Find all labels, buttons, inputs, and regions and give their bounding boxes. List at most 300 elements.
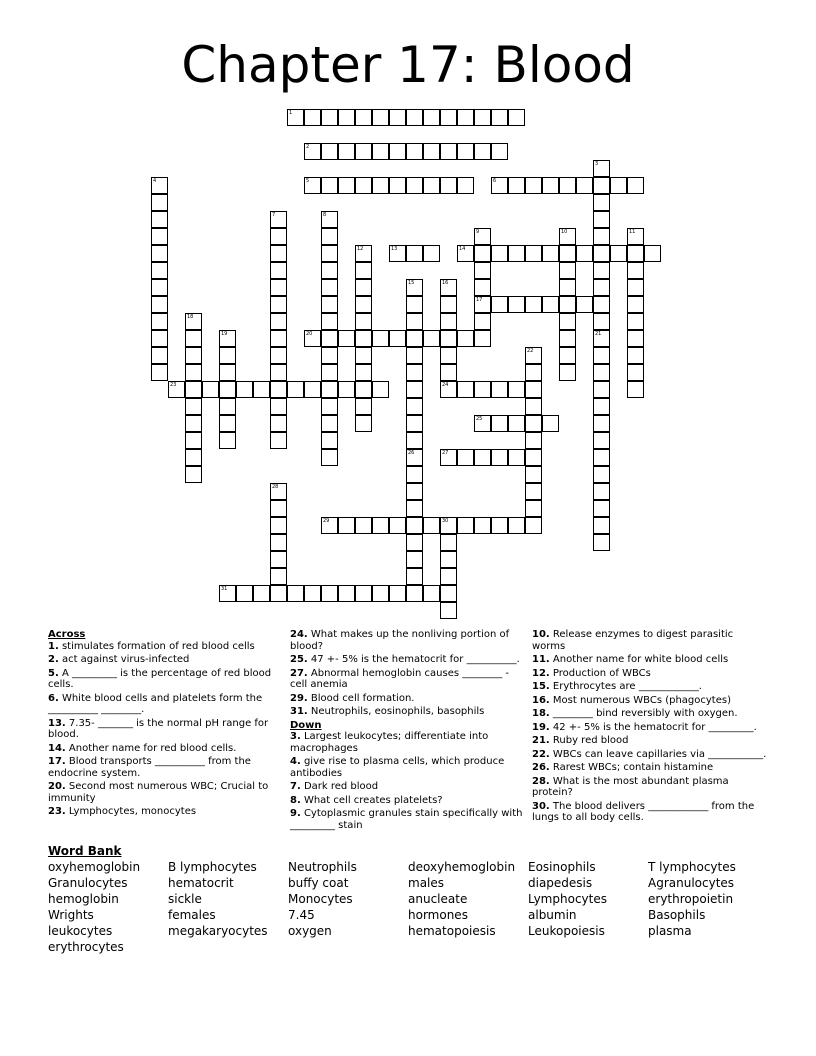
grid-cell[interactable] (423, 245, 440, 262)
grid-cell[interactable] (559, 228, 576, 245)
grid-cell[interactable] (542, 296, 559, 313)
word-bank-item: diapedesis (528, 876, 593, 890)
grid-cell[interactable] (321, 449, 338, 466)
grid-cell[interactable] (287, 381, 304, 398)
grid-cell[interactable] (321, 330, 338, 347)
grid-cell[interactable] (593, 381, 610, 398)
grid-cell[interactable] (151, 313, 168, 330)
grid-cell[interactable] (355, 330, 372, 347)
grid-cell[interactable] (491, 381, 508, 398)
grid-cell[interactable] (610, 245, 627, 262)
grid-cell[interactable] (508, 517, 525, 534)
grid-cell[interactable] (423, 330, 440, 347)
grid-cell[interactable] (559, 279, 576, 296)
grid-cell[interactable] (270, 245, 287, 262)
grid-cell[interactable] (491, 415, 508, 432)
grid-cell[interactable] (185, 432, 202, 449)
grid-cell[interactable] (219, 585, 236, 602)
grid-cell[interactable] (593, 228, 610, 245)
grid-cell[interactable] (270, 330, 287, 347)
grid-cell[interactable] (593, 279, 610, 296)
grid-cell[interactable] (270, 585, 287, 602)
clue-number: 11 (629, 229, 636, 235)
grid-cell[interactable] (168, 381, 185, 398)
grid-cell[interactable] (236, 381, 253, 398)
grid-cell[interactable] (406, 568, 423, 585)
grid-cell[interactable] (406, 364, 423, 381)
grid-cell[interactable] (440, 602, 457, 619)
grid-cell[interactable] (304, 109, 321, 126)
grid-cell[interactable] (474, 109, 491, 126)
grid-cell[interactable] (440, 551, 457, 568)
grid-cell[interactable] (151, 364, 168, 381)
grid-cell[interactable] (355, 313, 372, 330)
grid-cell[interactable] (270, 262, 287, 279)
grid-cell[interactable] (593, 262, 610, 279)
grid-cell[interactable] (593, 415, 610, 432)
grid-cell[interactable] (508, 177, 525, 194)
grid-cell[interactable] (440, 381, 457, 398)
grid-cell[interactable] (270, 568, 287, 585)
grid-cell[interactable] (355, 177, 372, 194)
grid-cell[interactable] (389, 177, 406, 194)
grid-cell[interactable] (525, 415, 542, 432)
grid-cell[interactable] (474, 262, 491, 279)
grid-cell[interactable] (440, 585, 457, 602)
grid-cell[interactable] (219, 347, 236, 364)
grid-cell[interactable] (270, 398, 287, 415)
grid-cell[interactable] (389, 245, 406, 262)
grid-cell[interactable] (423, 585, 440, 602)
word-bank-grid (48, 859, 778, 955)
page-title: Chapter 17: Blood (181, 36, 635, 94)
grid-cell[interactable] (321, 279, 338, 296)
grid-cell[interactable] (270, 347, 287, 364)
grid-cell[interactable] (304, 585, 321, 602)
grid-cell[interactable] (593, 398, 610, 415)
grid-cell[interactable] (406, 347, 423, 364)
grid-cell[interactable] (559, 347, 576, 364)
grid-cell[interactable] (457, 177, 474, 194)
grid-cell[interactable] (593, 211, 610, 228)
grid-cell[interactable] (372, 517, 389, 534)
word-bank-item: Agranulocytes (648, 876, 735, 890)
grid-cell[interactable] (151, 279, 168, 296)
grid-cell[interactable] (474, 381, 491, 398)
grid-cell[interactable] (525, 466, 542, 483)
grid-cell[interactable] (525, 432, 542, 449)
grid-cell[interactable] (270, 364, 287, 381)
grid-cell[interactable] (185, 330, 202, 347)
grid-cell[interactable] (406, 500, 423, 517)
clue-item-text: give rise to plasma cells, which produce antibodies (290, 756, 505, 779)
grid-cell[interactable] (593, 483, 610, 500)
grid-cell[interactable] (440, 279, 457, 296)
clue-item (48, 743, 284, 755)
grid-cell[interactable] (593, 296, 610, 313)
grid-cell[interactable] (270, 534, 287, 551)
grid-cell[interactable] (559, 262, 576, 279)
grid-cell[interactable] (287, 585, 304, 602)
grid-cell[interactable] (406, 551, 423, 568)
grid-cell[interactable] (457, 517, 474, 534)
grid-cell[interactable] (559, 177, 576, 194)
grid-cell[interactable] (610, 177, 627, 194)
clue-item-text: What makes up the nonliving portion of blood? (290, 629, 510, 652)
grid-cell[interactable] (474, 228, 491, 245)
grid-cell[interactable] (525, 483, 542, 500)
grid-cell[interactable] (627, 381, 644, 398)
grid-cell[interactable] (321, 313, 338, 330)
grid-cell[interactable] (270, 551, 287, 568)
grid-cell[interactable] (372, 143, 389, 160)
grid-cell[interactable] (355, 347, 372, 364)
grid-cell[interactable] (270, 517, 287, 534)
grid-cell[interactable] (304, 143, 321, 160)
word-bank-item: Wrights (48, 908, 94, 922)
grid-cell[interactable] (525, 449, 542, 466)
grid-cell[interactable] (355, 143, 372, 160)
grid-cell[interactable] (423, 109, 440, 126)
grid-cell[interactable] (355, 381, 372, 398)
grid-cell[interactable] (525, 347, 542, 364)
grid-cell[interactable] (627, 245, 644, 262)
clue-number: 25 (476, 416, 483, 422)
grid-cell[interactable] (508, 381, 525, 398)
grid-cell[interactable] (491, 517, 508, 534)
grid-cell[interactable] (287, 109, 304, 126)
grid-cell[interactable] (525, 364, 542, 381)
grid-cell[interactable] (219, 381, 236, 398)
grid-cell[interactable] (185, 381, 202, 398)
grid-cell[interactable] (491, 245, 508, 262)
grid-cell[interactable] (627, 177, 644, 194)
grid-cell[interactable] (355, 296, 372, 313)
grid-cell[interactable] (627, 364, 644, 381)
grid-cell[interactable] (355, 109, 372, 126)
grid-cell[interactable] (321, 245, 338, 262)
grid-cell[interactable] (151, 228, 168, 245)
word-bank-item: albumin (528, 908, 577, 922)
grid-cell[interactable] (440, 364, 457, 381)
grid-cell[interactable] (355, 245, 372, 262)
grid-cell[interactable] (151, 330, 168, 347)
grid-cell[interactable] (474, 245, 491, 262)
grid-cell[interactable] (355, 398, 372, 415)
grid-cell[interactable] (593, 245, 610, 262)
grid-cell[interactable] (576, 296, 593, 313)
grid-cell[interactable] (185, 364, 202, 381)
grid-cell[interactable] (423, 517, 440, 534)
grid-cell[interactable] (355, 364, 372, 381)
grid-cell[interactable] (525, 517, 542, 534)
grid-cell[interactable] (406, 381, 423, 398)
grid-cell[interactable] (185, 313, 202, 330)
grid-cell[interactable] (355, 262, 372, 279)
grid-cell[interactable] (219, 415, 236, 432)
grid-cell[interactable] (440, 296, 457, 313)
grid-cell[interactable] (372, 109, 389, 126)
grid-cell[interactable] (593, 432, 610, 449)
grid-cell[interactable] (151, 296, 168, 313)
grid-cell[interactable] (457, 381, 474, 398)
grid-cell[interactable] (593, 194, 610, 211)
grid-cell[interactable] (406, 143, 423, 160)
grid-cell[interactable] (440, 143, 457, 160)
grid-cell[interactable] (406, 177, 423, 194)
grid-cell[interactable] (525, 381, 542, 398)
grid-cell[interactable] (321, 177, 338, 194)
grid-cell[interactable] (440, 449, 457, 466)
grid-cell[interactable] (151, 245, 168, 262)
grid-cell[interactable] (525, 177, 542, 194)
clue-item-number: 22. (532, 748, 550, 760)
grid-cell[interactable] (304, 177, 321, 194)
grid-cell[interactable] (627, 262, 644, 279)
grid-cell[interactable] (406, 585, 423, 602)
grid-cell[interactable] (491, 449, 508, 466)
grid-cell[interactable] (355, 279, 372, 296)
grid-cell[interactable] (321, 228, 338, 245)
grid-cell[interactable] (593, 500, 610, 517)
grid-cell[interactable] (491, 143, 508, 160)
grid-cell[interactable] (151, 177, 168, 194)
grid-cell[interactable] (406, 449, 423, 466)
clue-number: 31 (221, 586, 228, 592)
grid-cell[interactable] (508, 245, 525, 262)
grid-cell[interactable] (508, 449, 525, 466)
grid-cell[interactable] (423, 143, 440, 160)
grid-cell[interactable] (185, 449, 202, 466)
grid-cell[interactable] (474, 143, 491, 160)
grid-cell[interactable] (406, 517, 423, 534)
grid-cell[interactable] (321, 347, 338, 364)
grid-cell[interactable] (151, 262, 168, 279)
grid-cell[interactable] (236, 585, 253, 602)
grid-cell[interactable] (508, 296, 525, 313)
grid-cell[interactable] (559, 296, 576, 313)
grid-cell[interactable] (270, 279, 287, 296)
grid-cell[interactable] (338, 109, 355, 126)
grid-cell[interactable] (270, 500, 287, 517)
grid-cell[interactable] (440, 177, 457, 194)
grid-cell[interactable] (593, 449, 610, 466)
grid-cell[interactable] (457, 245, 474, 262)
grid-cell[interactable] (389, 585, 406, 602)
grid-cell[interactable] (321, 432, 338, 449)
grid-cell[interactable] (593, 177, 610, 194)
grid-cell[interactable] (253, 381, 270, 398)
grid-cell[interactable] (151, 211, 168, 228)
grid-cell[interactable] (304, 330, 321, 347)
grid-cell[interactable] (491, 296, 508, 313)
grid-cell[interactable] (406, 432, 423, 449)
grid-cell[interactable] (270, 381, 287, 398)
grid-cell[interactable] (321, 517, 338, 534)
grid-cell[interactable] (542, 415, 559, 432)
clue-number: 12 (357, 246, 364, 252)
grid-cell[interactable] (593, 160, 610, 177)
grid-cell[interactable] (185, 466, 202, 483)
grid-cell[interactable] (474, 313, 491, 330)
grid-cell[interactable] (355, 517, 372, 534)
grid-cell[interactable] (525, 500, 542, 517)
grid-cell[interactable] (321, 109, 338, 126)
grid-cell[interactable] (593, 534, 610, 551)
grid-cell[interactable] (355, 415, 372, 432)
grid-cell[interactable] (644, 245, 661, 262)
clue-item-text: Second most numerous WBC; Crucial to immunity (48, 781, 269, 804)
grid-cell[interactable] (372, 381, 389, 398)
grid-cell[interactable] (576, 177, 593, 194)
grid-cell[interactable] (474, 279, 491, 296)
grid-cell[interactable] (185, 398, 202, 415)
grid-cell[interactable] (525, 296, 542, 313)
grid-cell[interactable] (338, 585, 355, 602)
grid-cell[interactable] (406, 313, 423, 330)
grid-cell[interactable] (406, 296, 423, 313)
clue-item (48, 806, 284, 818)
grid-cell[interactable] (372, 330, 389, 347)
grid-cell[interactable] (593, 364, 610, 381)
word-bank-item: Leukopoiesis (528, 924, 605, 938)
grid-cell[interactable] (270, 415, 287, 432)
grid-cell[interactable] (406, 279, 423, 296)
grid-cell[interactable] (474, 296, 491, 313)
grid-cell[interactable] (253, 585, 270, 602)
grid-cell[interactable] (270, 211, 287, 228)
grid-cell[interactable] (559, 245, 576, 262)
grid-cell[interactable] (389, 109, 406, 126)
grid-cell[interactable] (151, 194, 168, 211)
grid-cell[interactable] (321, 296, 338, 313)
grid-cell[interactable] (219, 330, 236, 347)
grid-cell[interactable] (508, 415, 525, 432)
grid-cell[interactable] (406, 398, 423, 415)
clue-item-text: Abnormal hemoglobin causes ________ -cell anemia (290, 667, 510, 690)
grid-cell[interactable] (593, 466, 610, 483)
grid-cell[interactable] (440, 330, 457, 347)
grid-cell[interactable] (440, 347, 457, 364)
grid-cell[interactable] (627, 330, 644, 347)
grid-cell[interactable] (440, 109, 457, 126)
grid-cell[interactable] (627, 279, 644, 296)
grid-cell[interactable] (627, 347, 644, 364)
grid-cell[interactable] (627, 228, 644, 245)
grid-cell[interactable] (372, 177, 389, 194)
grid-cell[interactable] (372, 585, 389, 602)
grid-cell[interactable] (406, 330, 423, 347)
grid-cell[interactable] (338, 143, 355, 160)
grid-cell[interactable] (440, 534, 457, 551)
grid-cell[interactable] (355, 585, 372, 602)
grid-cell[interactable] (576, 245, 593, 262)
grid-cell[interactable] (559, 330, 576, 347)
clue-item-text: What is the most abundant plasma protein? (532, 775, 729, 798)
grid-cell[interactable] (406, 466, 423, 483)
grid-cell[interactable] (338, 381, 355, 398)
grid-cell[interactable] (321, 415, 338, 432)
grid-cell[interactable] (457, 330, 474, 347)
grid-cell[interactable] (491, 177, 508, 194)
grid-cell[interactable] (338, 177, 355, 194)
grid-cell[interactable] (457, 449, 474, 466)
grid-cell[interactable] (593, 347, 610, 364)
grid-cell[interactable] (185, 347, 202, 364)
grid-cell[interactable] (406, 245, 423, 262)
grid-cell[interactable] (321, 262, 338, 279)
grid-cell[interactable] (321, 585, 338, 602)
grid-cell[interactable] (406, 415, 423, 432)
grid-cell[interactable] (474, 415, 491, 432)
grid-cell[interactable] (406, 534, 423, 551)
grid-cell[interactable] (525, 245, 542, 262)
grid-cell[interactable] (525, 398, 542, 415)
grid-cell[interactable] (491, 109, 508, 126)
grid-cell[interactable] (338, 330, 355, 347)
grid-cell[interactable] (440, 568, 457, 585)
grid-cell[interactable] (321, 381, 338, 398)
clue-item-text: Dark red blood (300, 781, 379, 792)
grid-cell[interactable] (321, 211, 338, 228)
grid-cell[interactable] (423, 177, 440, 194)
grid-cell[interactable] (270, 483, 287, 500)
grid-cell[interactable] (542, 177, 559, 194)
grid-cell[interactable] (440, 313, 457, 330)
grid-cell[interactable] (457, 109, 474, 126)
grid-cell[interactable] (202, 381, 219, 398)
grid-cell[interactable] (440, 517, 457, 534)
grid-cell[interactable] (559, 313, 576, 330)
grid-cell[interactable] (406, 109, 423, 126)
grid-cell[interactable] (151, 347, 168, 364)
grid-cell[interactable] (542, 245, 559, 262)
grid-cell[interactable] (406, 483, 423, 500)
grid-cell[interactable] (321, 143, 338, 160)
grid-cell[interactable] (185, 415, 202, 432)
grid-cell[interactable] (219, 364, 236, 381)
grid-cell[interactable] (270, 432, 287, 449)
grid-cell[interactable] (389, 143, 406, 160)
grid-cell[interactable] (321, 364, 338, 381)
grid-cell[interactable] (389, 517, 406, 534)
clue-number: 1 (289, 110, 293, 116)
grid-cell[interactable] (270, 228, 287, 245)
grid-cell[interactable] (474, 449, 491, 466)
grid-cell[interactable] (474, 517, 491, 534)
grid-cell[interactable] (304, 381, 321, 398)
grid-cell[interactable] (270, 313, 287, 330)
grid-cell[interactable] (474, 330, 491, 347)
grid-cell[interactable] (389, 330, 406, 347)
grid-cell[interactable] (627, 296, 644, 313)
grid-cell[interactable] (338, 517, 355, 534)
grid-cell[interactable] (508, 109, 525, 126)
clue-item (48, 641, 284, 653)
grid-cell[interactable] (457, 143, 474, 160)
grid-cell[interactable] (627, 313, 644, 330)
grid-cell[interactable] (219, 432, 236, 449)
grid-cell[interactable] (219, 398, 236, 415)
grid-cell[interactable] (559, 364, 576, 381)
word-bank-item: 7.45 (288, 908, 315, 922)
word-bank-item: anucleate (408, 892, 468, 906)
grid-cell[interactable] (593, 313, 610, 330)
grid-cell[interactable] (593, 517, 610, 534)
grid-cell[interactable] (321, 398, 338, 415)
grid-cell[interactable] (593, 330, 610, 347)
grid-cell[interactable] (270, 296, 287, 313)
